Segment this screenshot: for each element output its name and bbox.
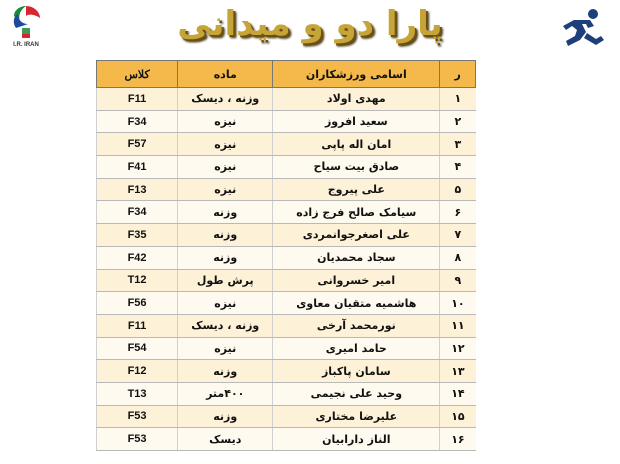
athlete-class: F34 [97,110,178,133]
athlete-class: F11 [97,88,178,111]
row-number: ۱۳ [440,360,476,383]
table-row [97,428,476,451]
athlete-class: F11 [97,314,178,337]
athlete-event: نیزه [178,178,273,201]
table-header-row [97,61,476,88]
athlete-event: وزنه ، دیسک [178,88,273,111]
row-number: ۲ [440,110,476,133]
row-number: ۱۵ [440,405,476,428]
row-number: ۱۱ [440,314,476,337]
table-row [97,314,476,337]
athlete-event: وزنه [178,201,273,224]
table-row [97,337,476,360]
athlete-name: سیامک صالح فرج زاده [273,201,440,224]
athlete-event: نیزه [178,337,273,360]
row-number: ۳ [440,133,476,156]
athlete-name: وحید علی نجیمی [273,382,440,405]
athlete-event: وزنه [178,360,273,383]
row-number: ۹ [440,269,476,292]
row-number: ۸ [440,246,476,269]
athlete-name: علی اصغرجوانمردی [273,224,440,247]
column-header-number: ر [440,61,476,88]
paralympic-logo [4,2,48,62]
athlete-event: وزنه [178,246,273,269]
table-row [97,156,476,179]
row-number: ۱ [440,88,476,111]
table-row [97,88,476,111]
column-header-class: کلاس [97,61,178,88]
row-number: ۴ [440,156,476,179]
agitos-icon [4,2,48,42]
athlete-event: نیزه [178,156,273,179]
athlete-name: امیر خسروانی [273,269,440,292]
athlete-class: F12 [97,360,178,383]
athlete-event: پرش طول [178,269,273,292]
athlete-class: T12 [97,269,178,292]
athlete-class: F34 [97,201,178,224]
athlete-name: سجاد محمدیان [273,246,440,269]
logo-text: I.R. IRAN [13,42,39,48]
table-row [97,292,476,315]
athlete-class: F53 [97,405,178,428]
athlete-event: دیسک [178,428,273,451]
athlete-event: وزنه ، دیسک [178,314,273,337]
table-row [97,269,476,292]
column-header-name: اسامی ورزشکاران [273,61,440,88]
page-title: پارا دو و میدانی [177,4,443,44]
table-row [97,405,476,428]
athlete-name: هاشمیه متقیان معاوی [273,292,440,315]
athlete-name: حامد امیری [273,337,440,360]
row-number: ۱۶ [440,428,476,451]
athlete-class: T13 [97,382,178,405]
row-number: ۶ [440,201,476,224]
athlete-event: وزنه [178,405,273,428]
row-number: ۷ [440,224,476,247]
athlete-name: مهدی اولاد [273,88,440,111]
table-row [97,201,476,224]
table-row [97,133,476,156]
athlete-class: F35 [97,224,178,247]
athlete-name: صادق بیت سیاح [273,156,440,179]
athlete-name: علی پیروج [273,178,440,201]
table-row [97,110,476,133]
athlete-class: F57 [97,133,178,156]
table-row [97,382,476,405]
table-row [97,246,476,269]
athlete-event: وزنه [178,224,273,247]
athlete-class: F42 [97,246,178,269]
athlete-class: F41 [97,156,178,179]
athlete-class: F56 [97,292,178,315]
athlete-name: امان اله پاپی [273,133,440,156]
athletes-table [96,60,476,451]
row-number: ۱۰ [440,292,476,315]
athlete-class: F54 [97,337,178,360]
table-row [97,360,476,383]
row-number: ۱۲ [440,337,476,360]
athlete-name: نورمحمد آرخی [273,314,440,337]
table-row [97,178,476,201]
athlete-event: نیزه [178,110,273,133]
athlete-name: سعید افروز [273,110,440,133]
athlete-event: نیزه [178,292,273,315]
athlete-class: F13 [97,178,178,201]
row-number: ۵ [440,178,476,201]
athlete-name: الناز دارابیان [273,428,440,451]
runner-icon [560,6,606,52]
athlete-name: سامان پاکباز [273,360,440,383]
table-row [97,224,476,247]
row-number: ۱۴ [440,382,476,405]
athlete-event: ۴۰۰متر [178,382,273,405]
column-header-event: ماده [178,61,273,88]
athlete-name: علیرضا مختاری [273,405,440,428]
athlete-class: F53 [97,428,178,451]
athlete-event: نیزه [178,133,273,156]
